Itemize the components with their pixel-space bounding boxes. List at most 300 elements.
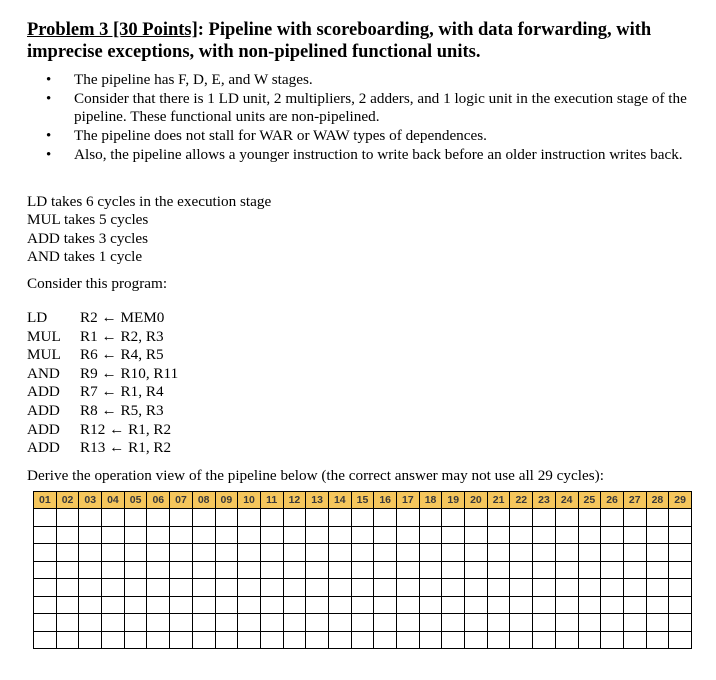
pipeline-cell[interactable] bbox=[170, 631, 193, 649]
pipeline-cell[interactable] bbox=[79, 526, 102, 544]
pipeline-cell[interactable] bbox=[555, 509, 578, 527]
pipeline-cell[interactable] bbox=[487, 596, 510, 614]
pipeline-cell[interactable] bbox=[260, 596, 283, 614]
cycle-header-cell: 14 bbox=[328, 492, 351, 509]
bullet-dot-icon: • bbox=[46, 128, 52, 145]
pipeline-cell[interactable] bbox=[102, 544, 125, 562]
pipeline-cell[interactable] bbox=[510, 544, 533, 562]
pipeline-cell[interactable] bbox=[397, 561, 420, 579]
pipeline-cell[interactable] bbox=[623, 526, 646, 544]
pipeline-cell[interactable] bbox=[397, 544, 420, 562]
instruction-row bbox=[27, 346, 178, 365]
bullet-item bbox=[46, 71, 706, 90]
pipeline-cell[interactable] bbox=[374, 614, 397, 632]
pipeline-cell[interactable] bbox=[419, 596, 442, 614]
pipeline-cell[interactable] bbox=[147, 561, 170, 579]
pipeline-cell[interactable] bbox=[533, 526, 556, 544]
instruction-op: MUL bbox=[27, 327, 61, 345]
pipeline-cell[interactable] bbox=[601, 544, 624, 562]
pipeline-cell[interactable] bbox=[215, 579, 238, 597]
pipeline-cell[interactable] bbox=[646, 509, 669, 527]
pipeline-cell[interactable] bbox=[533, 596, 556, 614]
pipeline-cell[interactable] bbox=[351, 509, 374, 527]
pipeline-cell[interactable] bbox=[487, 509, 510, 527]
pipeline-cell[interactable] bbox=[260, 614, 283, 632]
pipeline-cell[interactable] bbox=[669, 631, 692, 649]
pipeline-row bbox=[34, 509, 692, 527]
bullet-text: The pipeline has F, D, E, and W stages. bbox=[74, 71, 313, 88]
cycle-header-cell: 26 bbox=[601, 492, 624, 509]
pipeline-cell[interactable] bbox=[623, 614, 646, 632]
pipeline-cell[interactable] bbox=[238, 579, 261, 597]
pipeline-cell[interactable] bbox=[646, 544, 669, 562]
pipeline-cell[interactable] bbox=[397, 614, 420, 632]
pipeline-cell[interactable] bbox=[147, 526, 170, 544]
pipeline-cell[interactable] bbox=[510, 614, 533, 632]
pipeline-cell[interactable] bbox=[351, 579, 374, 597]
pipeline-row bbox=[34, 614, 692, 632]
cycle-header-cell: 15 bbox=[351, 492, 374, 509]
pipeline-cell[interactable] bbox=[669, 579, 692, 597]
pipeline-cell[interactable] bbox=[56, 509, 79, 527]
cycle-header-cell: 21 bbox=[487, 492, 510, 509]
latency-list bbox=[27, 193, 271, 266]
pipeline-cell[interactable] bbox=[215, 544, 238, 562]
cycle-header-cell: 19 bbox=[442, 492, 465, 509]
pipeline-cell[interactable] bbox=[306, 614, 329, 632]
pipeline-cell[interactable] bbox=[419, 561, 442, 579]
pipeline-cell[interactable] bbox=[533, 561, 556, 579]
pipeline-cell[interactable] bbox=[374, 509, 397, 527]
pipeline-cell[interactable] bbox=[170, 561, 193, 579]
pipeline-cell[interactable] bbox=[102, 614, 125, 632]
pipeline-cell[interactable] bbox=[328, 561, 351, 579]
pipeline-row bbox=[34, 631, 692, 649]
pipeline-row bbox=[34, 579, 692, 597]
pipeline-cell[interactable] bbox=[601, 579, 624, 597]
pipeline-cell[interactable] bbox=[442, 509, 465, 527]
pipeline-cell[interactable] bbox=[328, 614, 351, 632]
pipeline-cell[interactable] bbox=[79, 544, 102, 562]
pipeline-row bbox=[34, 596, 692, 614]
pipeline-cell[interactable] bbox=[170, 614, 193, 632]
cycle-header-cell: 24 bbox=[555, 492, 578, 509]
pipeline-cell[interactable] bbox=[328, 579, 351, 597]
pipeline-cell[interactable] bbox=[215, 509, 238, 527]
pipeline-cell[interactable] bbox=[465, 631, 488, 649]
pipeline-cell[interactable] bbox=[465, 561, 488, 579]
pipeline-cell[interactable] bbox=[192, 526, 215, 544]
pipeline-cell[interactable] bbox=[646, 614, 669, 632]
bullet-text: The pipeline does not stall for WAR or WAW types of dependences. bbox=[74, 127, 487, 145]
pipeline-cell[interactable] bbox=[646, 579, 669, 597]
instruction-op: ADD bbox=[27, 401, 60, 419]
pipeline-cell[interactable] bbox=[306, 631, 329, 649]
pipeline-cell[interactable] bbox=[533, 614, 556, 632]
pipeline-cell[interactable] bbox=[215, 526, 238, 544]
pipeline-cell[interactable] bbox=[306, 544, 329, 562]
pipeline-cell[interactable] bbox=[124, 596, 147, 614]
pipeline-cell[interactable] bbox=[487, 631, 510, 649]
pipeline-cell[interactable] bbox=[238, 561, 261, 579]
pipeline-cell[interactable] bbox=[601, 614, 624, 632]
pipeline-cell[interactable] bbox=[215, 631, 238, 649]
pipeline-cell[interactable] bbox=[56, 614, 79, 632]
pipeline-cell[interactable] bbox=[623, 561, 646, 579]
cycle-header-cell: 22 bbox=[510, 492, 533, 509]
pipeline-cell[interactable] bbox=[56, 526, 79, 544]
pipeline-cell[interactable] bbox=[192, 579, 215, 597]
pipeline-cell[interactable] bbox=[56, 544, 79, 562]
pipeline-cell[interactable] bbox=[374, 579, 397, 597]
instruction-op: ADD bbox=[27, 383, 60, 401]
instruction-op: AND bbox=[27, 364, 60, 382]
pipeline-cell[interactable] bbox=[79, 579, 102, 597]
pipeline-cell[interactable] bbox=[578, 544, 601, 562]
pipeline-cell[interactable] bbox=[283, 509, 306, 527]
pipeline-cell[interactable] bbox=[283, 614, 306, 632]
cycle-header-cell: 25 bbox=[578, 492, 601, 509]
pipeline-cell[interactable] bbox=[34, 596, 57, 614]
cycle-header-cell: 17 bbox=[397, 492, 420, 509]
pipeline-cell[interactable] bbox=[397, 526, 420, 544]
pipeline-cell[interactable] bbox=[102, 596, 125, 614]
pipeline-cell[interactable] bbox=[555, 614, 578, 632]
instruction-args: R9 ← R10, R11 bbox=[80, 364, 179, 382]
pipeline-cell[interactable] bbox=[669, 544, 692, 562]
instruction-row bbox=[27, 365, 178, 384]
pipeline-cell[interactable] bbox=[669, 526, 692, 544]
pipeline-cell[interactable] bbox=[215, 561, 238, 579]
pipeline-cell[interactable] bbox=[397, 631, 420, 649]
pipeline-cell[interactable] bbox=[601, 631, 624, 649]
pipeline-cell[interactable] bbox=[465, 579, 488, 597]
pipeline-cell[interactable] bbox=[124, 526, 147, 544]
pipeline-cell[interactable] bbox=[419, 579, 442, 597]
pipeline-grid bbox=[33, 491, 692, 649]
pipeline-cell[interactable] bbox=[578, 561, 601, 579]
pipeline-cell[interactable] bbox=[147, 509, 170, 527]
pipeline-cell[interactable] bbox=[374, 631, 397, 649]
pipeline-cell[interactable] bbox=[192, 596, 215, 614]
pipeline-cell[interactable] bbox=[283, 596, 306, 614]
instruction-row bbox=[27, 402, 178, 421]
pipeline-cell[interactable] bbox=[555, 631, 578, 649]
pipeline-cell[interactable] bbox=[601, 509, 624, 527]
cycle-header-cell: 07 bbox=[170, 492, 193, 509]
pipeline-cell[interactable] bbox=[374, 526, 397, 544]
pipeline-cell[interactable] bbox=[669, 561, 692, 579]
pipeline-cell[interactable] bbox=[192, 614, 215, 632]
program-intro: Consider this program: bbox=[27, 275, 168, 292]
pipeline-cell[interactable] bbox=[170, 579, 193, 597]
pipeline-cell[interactable] bbox=[328, 596, 351, 614]
pipeline-cell[interactable] bbox=[260, 561, 283, 579]
pipeline-cell[interactable] bbox=[397, 596, 420, 614]
pipeline-cell[interactable] bbox=[442, 561, 465, 579]
pipeline-cell[interactable] bbox=[306, 561, 329, 579]
pipeline-cell[interactable] bbox=[306, 596, 329, 614]
pipeline-cell[interactable] bbox=[124, 544, 147, 562]
cycle-header-cell: 16 bbox=[374, 492, 397, 509]
pipeline-cell[interactable] bbox=[124, 631, 147, 649]
pipeline-cell[interactable] bbox=[283, 544, 306, 562]
pipeline-cell[interactable] bbox=[79, 614, 102, 632]
pipeline-cell[interactable] bbox=[215, 614, 238, 632]
instruction-args: R13 ← R1, R2 bbox=[80, 439, 172, 457]
pipeline-cell[interactable] bbox=[487, 614, 510, 632]
pipeline-cell[interactable] bbox=[192, 561, 215, 579]
pipeline-cell[interactable] bbox=[351, 596, 374, 614]
pipeline-cell[interactable] bbox=[465, 526, 488, 544]
instruction-op: ADD bbox=[27, 420, 60, 438]
pipeline-cell[interactable] bbox=[260, 526, 283, 544]
instruction-row bbox=[27, 439, 178, 458]
pipeline-row bbox=[34, 544, 692, 562]
pipeline-cell[interactable] bbox=[34, 509, 57, 527]
pipeline-cell[interactable] bbox=[283, 579, 306, 597]
cycle-header-cell: 06 bbox=[147, 492, 170, 509]
bullet-dot-icon: • bbox=[46, 146, 52, 163]
pipeline-cell[interactable] bbox=[555, 596, 578, 614]
pipeline-cell[interactable] bbox=[487, 526, 510, 544]
pipeline-cell[interactable] bbox=[306, 579, 329, 597]
pipeline-cell[interactable] bbox=[102, 631, 125, 649]
pipeline-cell[interactable] bbox=[79, 509, 102, 527]
cycle-header-cell: 02 bbox=[56, 492, 79, 509]
pipeline-cell[interactable] bbox=[260, 631, 283, 649]
pipeline-cell[interactable] bbox=[533, 631, 556, 649]
cycle-header-cell: 20 bbox=[465, 492, 488, 509]
pipeline-cell[interactable] bbox=[465, 596, 488, 614]
bullet-item bbox=[46, 146, 706, 165]
bullet-dot-icon: • bbox=[46, 72, 52, 88]
pipeline-cell[interactable] bbox=[601, 561, 624, 579]
bullet-text: Consider that there is 1 LD unit, 2 multipliers, 2 adders, and 1 logic unit in the execution stage of the pipeline. These functional units are non-pipelined. bbox=[74, 89, 687, 126]
pipeline-cell[interactable] bbox=[102, 561, 125, 579]
pipeline-cell[interactable] bbox=[79, 596, 102, 614]
pipeline-cell[interactable] bbox=[56, 579, 79, 597]
pipeline-row bbox=[34, 526, 692, 544]
pipeline-cell[interactable] bbox=[669, 614, 692, 632]
pipeline-cell[interactable] bbox=[192, 631, 215, 649]
pipeline-cell[interactable] bbox=[646, 526, 669, 544]
pipeline-cell[interactable] bbox=[328, 526, 351, 544]
pipeline-cell[interactable] bbox=[56, 596, 79, 614]
pipeline-cell[interactable] bbox=[34, 631, 57, 649]
pipeline-cell[interactable] bbox=[646, 561, 669, 579]
pipeline-cell[interactable] bbox=[34, 526, 57, 544]
pipeline-cell[interactable] bbox=[147, 631, 170, 649]
pipeline-cell[interactable] bbox=[102, 509, 125, 527]
pipeline-cell[interactable] bbox=[578, 526, 601, 544]
instruction-args: R6 ← R4, R5 bbox=[80, 346, 164, 364]
pipeline-cell[interactable] bbox=[283, 631, 306, 649]
pipeline-cell[interactable] bbox=[147, 614, 170, 632]
pipeline-cell[interactable] bbox=[260, 509, 283, 527]
problem-title-rest: : Pipeline with scoreboarding, with data forwarding, with imprecise exceptions, with non-pipelined functional units. bbox=[27, 20, 652, 62]
pipeline-cell[interactable] bbox=[510, 526, 533, 544]
pipeline-cell[interactable] bbox=[419, 614, 442, 632]
pipeline-cell[interactable] bbox=[351, 526, 374, 544]
pipeline-cell[interactable] bbox=[555, 526, 578, 544]
pipeline-cell[interactable] bbox=[238, 596, 261, 614]
cycle-header-cell: 03 bbox=[79, 492, 102, 509]
pipeline-cell[interactable] bbox=[510, 631, 533, 649]
pipeline-cell[interactable] bbox=[465, 509, 488, 527]
pipeline-cell[interactable] bbox=[442, 614, 465, 632]
pipeline-cell[interactable] bbox=[442, 631, 465, 649]
pipeline-cell[interactable] bbox=[351, 544, 374, 562]
pipeline-cell[interactable] bbox=[215, 596, 238, 614]
pipeline-cell[interactable] bbox=[419, 544, 442, 562]
pipeline-cell[interactable] bbox=[578, 596, 601, 614]
pipeline-cell[interactable] bbox=[147, 544, 170, 562]
cycle-header-cell: 28 bbox=[646, 492, 669, 509]
cycle-header-cell: 23 bbox=[533, 492, 556, 509]
pipeline-cell[interactable] bbox=[578, 579, 601, 597]
pipeline-cell[interactable] bbox=[623, 596, 646, 614]
pipeline-cell[interactable] bbox=[623, 509, 646, 527]
pipeline-cell[interactable] bbox=[238, 526, 261, 544]
bullet-item bbox=[46, 90, 706, 127]
latency-line: AND takes 1 cycle bbox=[27, 247, 143, 265]
pipeline-cell[interactable] bbox=[646, 596, 669, 614]
pipeline-cell[interactable] bbox=[124, 579, 147, 597]
pipeline-row bbox=[34, 561, 692, 579]
pipeline-cell[interactable] bbox=[238, 544, 261, 562]
pipeline-cell[interactable] bbox=[578, 614, 601, 632]
pipeline-cell[interactable] bbox=[306, 526, 329, 544]
pipeline-cell[interactable] bbox=[419, 526, 442, 544]
pipeline-cell[interactable] bbox=[170, 509, 193, 527]
pipeline-cell[interactable] bbox=[487, 544, 510, 562]
pipeline-cell[interactable] bbox=[510, 561, 533, 579]
pipeline-cell[interactable] bbox=[328, 509, 351, 527]
pipeline-cell[interactable] bbox=[510, 579, 533, 597]
pipeline-cell[interactable] bbox=[238, 509, 261, 527]
pipeline-cell[interactable] bbox=[56, 561, 79, 579]
pipeline-cell[interactable] bbox=[260, 544, 283, 562]
pipeline-cell[interactable] bbox=[623, 631, 646, 649]
pipeline-cell[interactable] bbox=[533, 509, 556, 527]
pipeline-cell[interactable] bbox=[124, 509, 147, 527]
pipeline-cell[interactable] bbox=[510, 509, 533, 527]
instruction-row bbox=[27, 309, 178, 328]
pipeline-cell[interactable] bbox=[669, 509, 692, 527]
pipeline-cell[interactable] bbox=[442, 579, 465, 597]
instruction-args: R12 ← R1, R2 bbox=[80, 420, 172, 438]
pipeline-cell[interactable] bbox=[555, 561, 578, 579]
pipeline-cell[interactable] bbox=[79, 561, 102, 579]
pipeline-cell[interactable] bbox=[533, 579, 556, 597]
pipeline-cell[interactable] bbox=[124, 614, 147, 632]
problem-title bbox=[27, 19, 707, 63]
pipeline-cell[interactable] bbox=[170, 526, 193, 544]
pipeline-cell[interactable] bbox=[102, 579, 125, 597]
pipeline-cell[interactable] bbox=[374, 544, 397, 562]
instruction-args: R1 ← R2, R3 bbox=[80, 327, 164, 345]
pipeline-cell[interactable] bbox=[56, 631, 79, 649]
pipeline-cell[interactable] bbox=[578, 631, 601, 649]
pipeline-cell[interactable] bbox=[260, 579, 283, 597]
pipeline-cell[interactable] bbox=[397, 509, 420, 527]
cycle-header-cell: 13 bbox=[306, 492, 329, 509]
instruction-args: R2 ← MEM0 bbox=[80, 309, 165, 326]
pipeline-cell[interactable] bbox=[487, 561, 510, 579]
pipeline-cell[interactable] bbox=[487, 579, 510, 597]
pipeline-cell[interactable] bbox=[306, 509, 329, 527]
pipeline-cell[interactable] bbox=[419, 631, 442, 649]
pipeline-cell[interactable] bbox=[192, 509, 215, 527]
pipeline-cell[interactable] bbox=[533, 544, 556, 562]
pipeline-cell[interactable] bbox=[510, 596, 533, 614]
pipeline-cell[interactable] bbox=[102, 526, 125, 544]
pipeline-cell[interactable] bbox=[79, 631, 102, 649]
pipeline-cell[interactable] bbox=[374, 561, 397, 579]
pipeline-cell[interactable] bbox=[465, 614, 488, 632]
pipeline-cell[interactable] bbox=[351, 614, 374, 632]
cycle-header-cell: 10 bbox=[238, 492, 261, 509]
pipeline-cell[interactable] bbox=[34, 561, 57, 579]
pipeline-cell[interactable] bbox=[397, 579, 420, 597]
pipeline-cell[interactable] bbox=[34, 544, 57, 562]
pipeline-cell[interactable] bbox=[328, 544, 351, 562]
pipeline-cell[interactable] bbox=[669, 596, 692, 614]
instruction-row bbox=[27, 421, 178, 440]
pipeline-cell[interactable] bbox=[192, 544, 215, 562]
pipeline-cell[interactable] bbox=[623, 544, 646, 562]
pipeline-cell[interactable] bbox=[555, 579, 578, 597]
problem-title-prefix: Problem 3 [30 Points] bbox=[27, 20, 198, 40]
pipeline-cell[interactable] bbox=[442, 526, 465, 544]
pipeline-cell[interactable] bbox=[601, 526, 624, 544]
pipeline-cell[interactable] bbox=[601, 596, 624, 614]
pipeline-cell[interactable] bbox=[555, 544, 578, 562]
pipeline-cell[interactable] bbox=[328, 631, 351, 649]
pipeline-cell[interactable] bbox=[124, 561, 147, 579]
pipeline-cell[interactable] bbox=[147, 596, 170, 614]
instruction-op: ADD bbox=[27, 439, 60, 457]
pipeline-cell[interactable] bbox=[283, 561, 306, 579]
pipeline-cell[interactable] bbox=[465, 544, 488, 562]
pipeline-cell[interactable] bbox=[238, 631, 261, 649]
pipeline-cell[interactable] bbox=[147, 579, 170, 597]
pipeline-cell[interactable] bbox=[351, 561, 374, 579]
pipeline-cell[interactable] bbox=[170, 544, 193, 562]
latency-line: LD takes 6 cycles in the execution stage bbox=[27, 193, 272, 210]
derive-instruction: Derive the operation view of the pipeline below (the correct answer may not use all 29 cycles): bbox=[27, 467, 604, 484]
bullet-list bbox=[46, 71, 706, 165]
pipeline-cell[interactable] bbox=[646, 631, 669, 649]
bullet-item bbox=[46, 127, 706, 146]
pipeline-cell[interactable] bbox=[351, 631, 374, 649]
pipeline-cell[interactable] bbox=[238, 614, 261, 632]
cycle-header-cell: 09 bbox=[215, 492, 238, 509]
pipeline-cell[interactable] bbox=[34, 579, 57, 597]
pipeline-cell[interactable] bbox=[170, 596, 193, 614]
pipeline-cell[interactable] bbox=[419, 509, 442, 527]
pipeline-cell[interactable] bbox=[578, 509, 601, 527]
pipeline-cell[interactable] bbox=[442, 596, 465, 614]
pipeline-cell[interactable] bbox=[623, 579, 646, 597]
pipeline-cell[interactable] bbox=[34, 614, 57, 632]
pipeline-cell[interactable] bbox=[442, 544, 465, 562]
bullet-dot-icon: • bbox=[46, 90, 52, 107]
pipeline-cell[interactable] bbox=[374, 596, 397, 614]
pipeline-cell[interactable] bbox=[283, 526, 306, 544]
latency-line: MUL takes 5 cycles bbox=[27, 211, 149, 229]
